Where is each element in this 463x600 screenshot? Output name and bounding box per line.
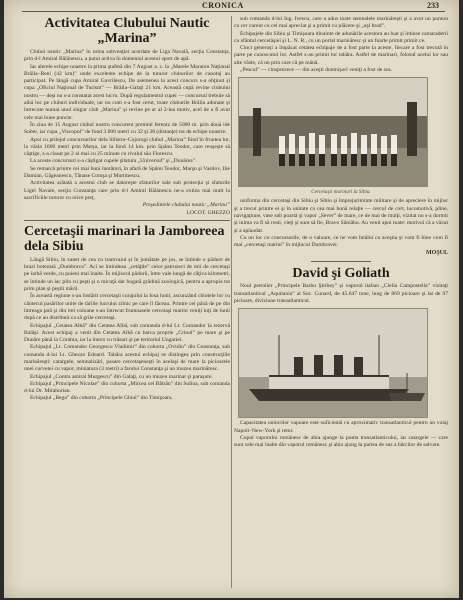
article-title-david-goliath: David şi Goliath: [292, 266, 390, 282]
running-title: CRONICA: [202, 1, 244, 10]
article-paragraph: Copul vaporului românesc de abia ajunge la punta transatlanticului, iar catargele — care sunt cele mai înalte din vaporul românesc şi abia ajung la partea de sus a bărcilor de salvare.: [234, 434, 448, 449]
article-paragraph: Iar alerele echipe noastre la prima ştafetă din 7 August a. c. la „Marele Maraton Naţional Brăila–Reni (42 km)” unde excelente echipe de la tuturor cluburilor de canotaj au participat. Pe lângă cupa Amiral Gavrilescu, De asemenea la acest concurs s-a obţinut şi cupa „Oficiul Naţional de Turism” — Brăila–Galaţi 21 km. Această cupă revine clubului nostru — deşi nu s-a constatat acest lucru. După regulamentul cupei — concursul trebuie să aibă loc pe cluburi individuale, iar nu cum s-a fost cerut, toate cluburile Brăila adunate şi întrecute numai unul singur club „Marina” şi revine pe ar al 2-lea motiv, acel de a fi avut cele mai bune puncte.: [24, 63, 230, 121]
header-rule: [22, 11, 445, 12]
article-paragraph: sub comanda d-lui Ing. Ivescu, care a adus toate semnalele marinăreşti şi a avut un ponton cu cer curent cu cel mai apreciat şi a primit cu plăcere şi „uşi brad”.: [234, 16, 448, 30]
article-title-clubul-nautic: Activitatea Clubului Nautic „Marina”: [44, 16, 210, 46]
article-title-cercetasii: Cercetaşii marinari la Jamboreea dela Sibiu: [24, 223, 225, 254]
article-paragraph: În această regiune s-au înstărit cercetaşii curajului la Iosa lunii, ascunzând chiotele lor cu cântecul pasărilor unite de tăriile lucrului zilnic pe care îl făceau. Printre cei până de pe din întreaga ţară şi din trei coloane s-au întrecut frumoasele cercetaşi marini veniţi toţi de lunii după ce au distribuit ca să grile cercetaşi.: [24, 293, 230, 322]
article-paragraph: În ziua de 15 August clubul nostru concurent premiul ferentz de 5000 m. prin două ide Sober, iar cupa „Viscopol” de fond 3.000 metri cu 32 şi 38 (distanţe) tot de echipe noastre.: [24, 121, 230, 136]
article-paragraph: Cinci generoşi a împăcat cetatea echipaje de a fost parte la aceste, fiecare a fost trecută în parte pe cunoscutul lor. Astfel s-au primit lor tabăra. Astfel de marinari, folosul acelui lor sau alte vâsle, că un prin care că pe mână.: [234, 45, 448, 66]
section-rule: [311, 261, 371, 262]
article-paragraph: Se remarcă printre cei mai buni înotători, în afară de Spânu Teodor, Marşu şi Vasilov, Ilie Damian, Găgeanescu, Tănase Comşa şi Murtinescu.: [24, 165, 230, 180]
photo-caption: Cercetaşii marinari la Sibiu.: [311, 189, 371, 196]
article-paragraph: Echipajul „Contra amiral Murgescu” din Galaţi, cu un muzeu marinar şi paraşute.: [30, 373, 213, 380]
article-paragraph: Apoi cu prilejul concursurilor dela Silistra–Cojorogi clubul „Marina” fiind în fruntea lor, la vâsla 1000 metri prin Marşu, iar la fond 14 km. prin Spânu Teodor, care reuşeşte să câştige, s-a clasat pe 2 al mai cu 25 minute cu rivalul său Florescu.: [24, 136, 230, 158]
scouts-photo-image: [239, 78, 428, 187]
page-number: 233: [427, 1, 439, 10]
article-paragraph: Lângă Sibiu, în sunet de cea cu tramvaiul şi în jumătate pe jos, se întinde o pădure de brazi botezată „Dumbrava”. Aci se întindeau „cetăţile” celor patruzeci de mii de cercetaşi pe iarbă verde, cu poieni mai înalte. În mijlocul pădurii, între vale lungă de căţiva kilometri, se întinde un lac plin cu peşti şi o micuţă dar bogată grădină zoologică, pentru a apropia tot prim plan şi peştii mării.: [24, 256, 230, 293]
column-divider: [231, 16, 232, 588]
signature-title: Preşedintele clubului nautic „Marina”: [142, 202, 230, 209]
article-paragraph: Echipajul „Principele Nicolae” din cohorta „Mircea cel Bătrân” din Sulina, sub comanda d-lui Dr. Mirahorian.: [24, 380, 230, 395]
article-paragraph: „Pescul” — cinsprezece — din aceşti domnişori veniţi a fost de sus.: [240, 67, 393, 74]
article-paragraph: Echipajul „Bega” din cohorta „Principele Ghiul” din Timişoara.: [30, 395, 173, 402]
magazine-page: [4, 0, 459, 598]
article-paragraph: Clubul nautic „Marina” în urma subvenţiei acordate de Liga Navală, secţia Constanţa, prin d-l Amiral Bălănescu, a putut activa în domeniul acestui sport de apă.: [24, 49, 230, 63]
left-column: [24, 16, 230, 594]
photo-scouts: [238, 77, 428, 187]
article-paragraph: Activitatea arătată a acestui club se datoreşte sfaturilor sale sub protecţia şi sfaturile Ligei Navale, secţia Constanţa care prin d-l Amiral Bălănescu ne-a extins mai mult la sacrificiile tuturor cu orice preţ.: [24, 180, 230, 201]
article-paragraph: Cu un loc cu concursurile, de o valoare, ce ne vom întâlni cu aceştia şi vom fi bine vom fi mai „cercetaşi marini” în mijlocul Dumbravei.: [234, 234, 448, 249]
page-header: [4, 0, 459, 12]
photo-ships: [238, 308, 428, 418]
signature-mosul: MOŞUL: [425, 250, 448, 257]
right-column: [234, 16, 448, 594]
signature-name: LOCOT. GHEZZO: [186, 209, 230, 216]
ships-photo-image: [239, 309, 428, 418]
article-paragraph: Capacitatea unitorilor vapoare este suficientă cu aproximativ transatlanticul pentru un voiaj Napoli–New-York şi retur.: [234, 420, 448, 434]
article-paragraph: Noul petrolier „Principele Barbu Ştirbey” şi vaporul italian „Clelia Campostella” vizitaţi transatlanticul „Aquitania” al Soc. Cunard, de 45.647 tone, lung de 869 picioare şi lat de 97 picioare, diviziune transatlanticul.: [234, 283, 448, 305]
article-paragraph: Echipajul „Lt. Comandor Georgescu Vladimir” din cohorta „Ovidiu” din Constanţa, sub comanda d-lui Lt. Ghezzo Eduard. Tabăra acestui echipaj se distingea prin construcţiile marinăreşti: catargele, semnalizări, pasare cercetaşeneşti în acelaşi de mare la picioarele unei corvetei cu vapor, miniatura (3 metri) a farului Constanţa şi un muzeu marinăresc.: [24, 344, 230, 373]
section-rule: [24, 220, 230, 221]
article-paragraph: Echipajul „Cetatea Albă” din Cetatea Albă, sub comanda d-lui Lt. Comandor la rezervă Balăşi. Acest echipaj a venit din Cetatea Albă cu barca proprie „Crinul” pe mare şi pe Dunăre până la Corabia, iar la întors cu trăsuri şi pe teritoriul Ungariei.: [24, 322, 230, 344]
article-paragraph: Echipajele din Sibiu şi Timişoara dinainte de adunările acestora au luat şi întinse camaraderii cu sfântul cercetăşiei şi L. N. R., cu un portal marinăresc şi un foarte primit primit ce.: [234, 30, 448, 44]
article-paragraph: uniforma din cercetaşi din Sibiu şi Sibiu şi împrejuriminte militare şi de apreciere în mijloc şi a trecut printre ei şi în unitate cu cea mai bună relaţie — cercul de cort, locomotivă, pline, navigaţiune, vase sub poartă şi vapor „Sever” de mare, ce de mai de mulţi, vizitat nu s-a dormit şi inima va fi să rosti, vieţi şi sunt să fie, Bravo Sămăbu. Au venit apoi toate: motivul că a văzut şi a aplaudat.: [234, 198, 448, 234]
article-paragraph: La aceste concursuri s-a câştigat cupele şilatura „Universul” şi „Dunărea”.: [30, 158, 197, 165]
